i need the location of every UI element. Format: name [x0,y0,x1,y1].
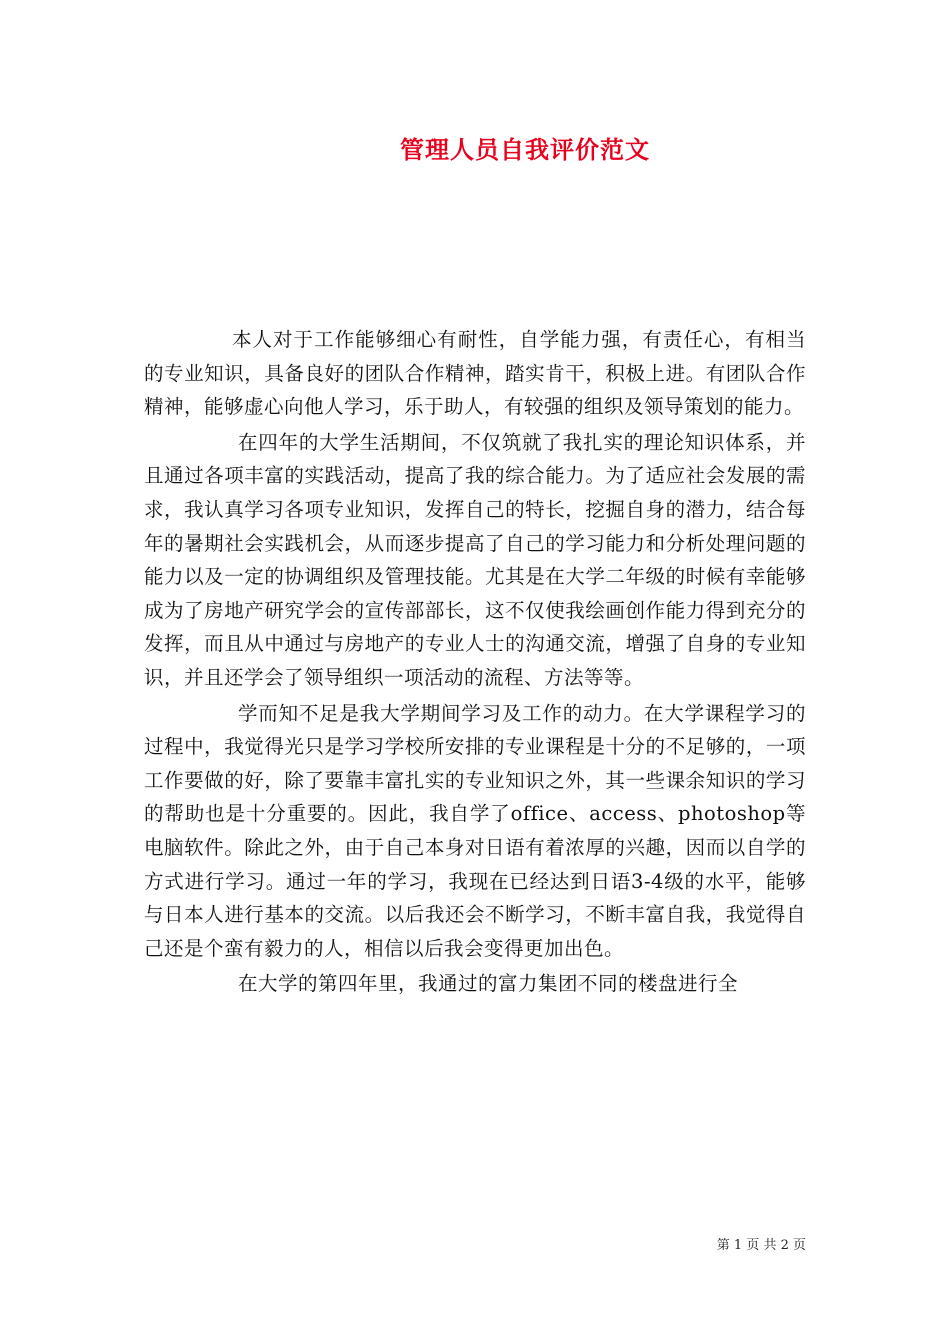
paragraph-1: 本人对于工作能够细心有耐性，自学能力强，有责任心，有相当的专业知识，具备良好的团队合作精神，踏实肯干，积极上进。有团队合作精神，能够虚心向他人学习，乐于助人，有较强的组织及领导策划的能力。 [144,328,806,419]
paragraph-4: 在大学的第四年里，我通过的富力集团不同的楼盘进行全 [238,972,739,996]
document-body [144,323,806,1003]
paragraph-3: 学而知不足是我大学期间学习及工作的动力。在大学课程学习的过程中，我觉得光只是学习学校所安排的专业课程是十分的不足够的，一项工作要做的好，除了要靠丰富扎实的专业知识之外，其一些课余知识的学习的帮助也是十分重要的。因此，我自学了office、access、photoshop等电脑软件。除此之外，由于自己本身对日语有着浓厚的兴趣，因而以自学的方式进行学习。通过一年的学习，我现在已经达到日语3-4级的水平，能够与日本人进行基本的交流。以后我还会不断学习，不断丰富自我，我觉得自己还是个蛮有毅力的人，相信以后我会变得更加出色。 [144,701,806,960]
page-number: 第 1 页 共 2 页 [716,1238,806,1253]
paragraph-2: 在四年的大学生活期间，不仅筑就了我扎实的理论知识体系，并且通过各项丰富的实践活动，提高了我的综合能力。为了适应社会发展的需求，我认真学习各项专业知识，发挥自己的特长，挖掘自身的潜力，结合每年的暑期社会实践机会，从而逐步提高了自己的学习能力和分析处理问题的能力以及一定的协调组织及管理技能。尤其是在大学二年级的时候有幸能够成为了房地产研究学会的宣传部部长，这不仅使我绘画创作能力得到充分的发挥，而且从中通过与房地产的专业人士的沟通交流，增强了自身的专业知识，并且还学会了领导组织一项活动的流程、方法等等。 [144,430,806,689]
page-title: 管理人员自我评价范文 [400,135,650,164]
